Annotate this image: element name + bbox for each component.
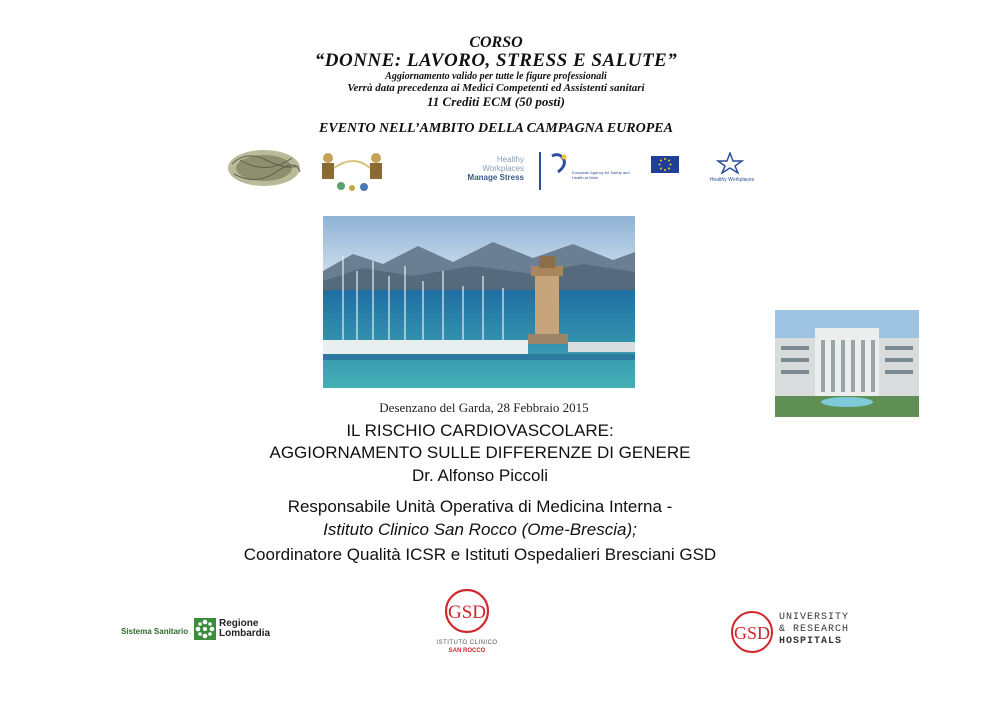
gsd-letters: GSD — [447, 602, 487, 623]
speaker-name: Dr. Alfonso Piccoli — [411, 466, 549, 485]
san-rocco-label: SAN ROCCO — [448, 648, 486, 654]
agency-name: European Agency for Safety and Health at Work — [572, 170, 630, 180]
logo-divider — [539, 152, 541, 190]
university-hospitals-label — [779, 612, 849, 648]
desenzano-harbor-photo — [323, 216, 635, 388]
gsd-letters-2: GSD — [733, 623, 771, 643]
lombardia-rose-icon — [194, 618, 216, 640]
gsd-university-logo — [729, 609, 775, 655]
gsd-circle-logo — [444, 588, 490, 634]
talk-title-line-1: IL RISCHIO CARDIOVASCOLARE: — [346, 421, 614, 440]
regione-lombardia-label — [219, 619, 270, 639]
hw-line-1: Healthy — [496, 155, 524, 164]
event-place-date: Desenzano del Garda, 28 Febbraio 2015 — [379, 400, 589, 415]
hw-small-label: Healthy Workplaces — [709, 177, 755, 183]
speaker-role-1: Responsabile Unità Operativa di Medicina Interna - — [287, 497, 673, 516]
healthy-workplaces-logo — [440, 155, 524, 182]
course-title: “DONNE: LAVORO, STRESS E SALUTE” — [314, 50, 678, 71]
hospital-building-photo — [775, 310, 919, 417]
univ-line-1: UNIVERSITY — [779, 612, 850, 623]
header-line-3: 11 Crediti ECM (50 posti) — [427, 94, 565, 109]
univ-line-2: & RESEARCH — [779, 624, 850, 635]
healthy-workplaces-star-icon — [716, 152, 744, 174]
agency-emblem-icon — [548, 152, 570, 174]
univ-line-3: HOSPITALS — [779, 636, 843, 647]
header-line-2: Verrà data precedenza ai Medici Competenti ed Assistenti sanitari — [347, 82, 645, 94]
campaign-heading: EVENTO NELL’AMBITO DELLA CAMPAGNA EUROPEA — [319, 121, 673, 136]
talk-title-line-2: AGGIORNAMENTO SULLE DIFFERENZE DI GENERE — [269, 443, 691, 462]
lombardia-line: Lombardia — [219, 628, 271, 639]
eu-flag-icon — [651, 156, 679, 173]
figures-image — [306, 150, 406, 192]
header-line-1: Aggiornamento valido per tutte le figure professionali — [385, 71, 607, 82]
speaker-institute: Istituto Clinico San Rocco (Ome-Brescia); — [323, 520, 637, 539]
stress-tangle-image — [226, 146, 306, 190]
hw-line-3: Manage Stress — [467, 173, 524, 182]
hw-line-2: Workplaces — [482, 164, 524, 173]
regione-line: Regione — [219, 618, 259, 629]
sistema-sanitario-label: Sistema Sanitario — [121, 627, 189, 636]
istituto-clinico-label: ISTITUTO CLINICO — [436, 640, 498, 646]
course-label: CORSO — [469, 34, 523, 51]
speaker-role-2: Coordinatore Qualità ICSR e Istituti Ospedalieri Bresciani GSD — [243, 545, 717, 564]
